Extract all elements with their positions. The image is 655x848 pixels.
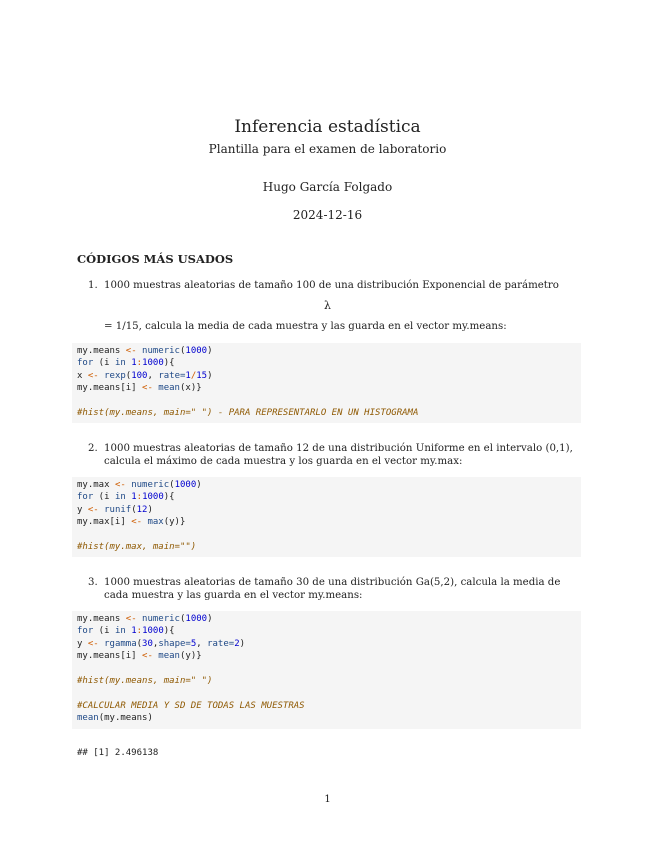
code-line: my.max[i] <- max(y)} [77,517,186,528]
code-line: for (i in 1:1000){ [77,358,175,369]
code-comment: #hist(my.means, main=" ") - PARA REPRESENTARLO EN UN HISTOGRAMA [77,407,419,418]
code-line: y <- runif(12) [77,504,153,515]
code-comment: #hist(my.max, main="") [77,541,197,552]
code-line: y <- rgamma(30,shape=5, rate=2) [77,638,246,649]
list-item-3 [88,576,580,602]
document-title: Inferencia estadística [234,117,421,137]
code-line: for (i in 1:1000){ [77,492,175,503]
document-author: Hugo García Folgado [262,180,393,194]
code-line: my.max <- numeric(1000) [77,480,202,490]
list-item-2 [88,442,580,468]
document-date: 2024-12-16 [292,208,363,222]
code-line: my.means <- numeric(1000) [77,614,213,624]
code-comment: #CALCULAR MEDIA Y SD DE TODAS LAS MUESTRAS [77,700,305,711]
page-number: 1 [324,794,331,805]
code-comment: #hist(my.means, main=" ") [77,675,213,686]
item-text: 1000 muestras aleatorias de tamaño 100 de una distribución Exponencial de parámetro [104,280,559,291]
code-block-1 [72,343,581,423]
item-number: 3. [88,577,98,588]
code-line: my.means[i] <- mean(y)} [77,651,202,662]
code-line: for (i in 1:1000){ [77,626,175,637]
item-text: 1000 muestras aleatorias de tamaño 30 de una distribución Ga(5,2), calcula la media de cada muestra y las guarda en el vector my.means: [104,577,561,601]
lambda-symbol: λ [324,299,331,312]
code-block-2 [72,477,581,557]
code-line: x <- rexp(100, rate=1/15) [77,370,213,381]
item-text: 1000 muestras aleatorias de tamaño 12 de una distribución Uniforme en el intervalo (0,1), calcula el máximo de cada muestra y los guarda en el vector my.max: [104,443,573,467]
document-subtitle: Plantilla para el examen de laboratorio [208,142,447,156]
section-title: CÓDIGOS MÁS USADOS [77,252,234,266]
code-line: my.means <- numeric(1000) [77,346,213,356]
code-line: my.means[i] <- mean(x)} [77,383,202,394]
code-output: ## [1] 2.496138 [77,748,159,758]
item-number: 1. [88,280,98,291]
item-number: 2. [88,443,98,454]
item-continuation: = 1/15, calcula la media de cada muestra y las guarda en el vector my.means: [104,321,507,332]
code-block-3 [72,611,581,729]
code-line: mean(my.means) [77,713,153,724]
list-item-1 [88,279,580,292]
